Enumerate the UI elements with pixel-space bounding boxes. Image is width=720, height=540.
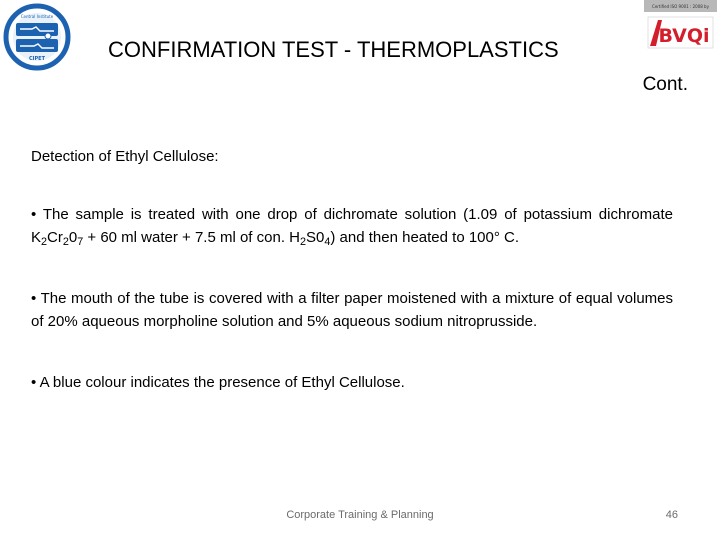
section-heading: Detection of Ethyl Cellulose:: [31, 148, 219, 165]
logo-text-bottom: CIPET: [28, 56, 46, 62]
subscript-cr2: 2: [62, 236, 69, 249]
cipet-logo: [2, 2, 72, 72]
bullet-1-text-d: + 60 ml water + 7.5 ml of con. H: [83, 229, 300, 246]
bullet-1-text-f: ) and then heated to 100° C.: [330, 229, 520, 246]
bullet-1-text-a: • The sample is treated with one drop of dichromate solution (1.09 of potassium dichromate K: [31, 206, 673, 246]
slide-title: CONFIRMATION TEST - THERMOPLASTICS: [108, 37, 559, 62]
footer-text: Corporate Training & Planning: [286, 509, 434, 521]
logo-text-top: Central Institute: [20, 14, 54, 19]
subscript-h2: 2: [300, 236, 307, 249]
cert-brand: BVQi: [658, 25, 710, 47]
bullet-1-text-e: S0: [306, 229, 325, 246]
subscript-k2: 2: [41, 236, 48, 249]
bvqi-logo: [644, 0, 717, 52]
page-number: 46: [665, 509, 678, 521]
bullet-3: • A blue colour indicates the presence of Ethyl Cellulose.: [31, 374, 405, 391]
cert-text: Certified ISO 9001 : 2008 by: [652, 4, 709, 9]
subscript-o4: 4: [324, 236, 331, 249]
continued-label: Cont.: [642, 74, 688, 95]
bullet-2: • The mouth of the tube is covered with a filter paper moistened with a mixture of equal volumes of 20% aqueous morpholine solution and 5% aqueous sodium nitroprusside.: [31, 290, 673, 330]
bullet-1: [31, 203, 673, 249]
subscript-o7: 7: [77, 236, 84, 249]
bullet-1-text-b: Cr: [47, 229, 63, 246]
bullet-1-text-c: 0: [68, 229, 78, 246]
